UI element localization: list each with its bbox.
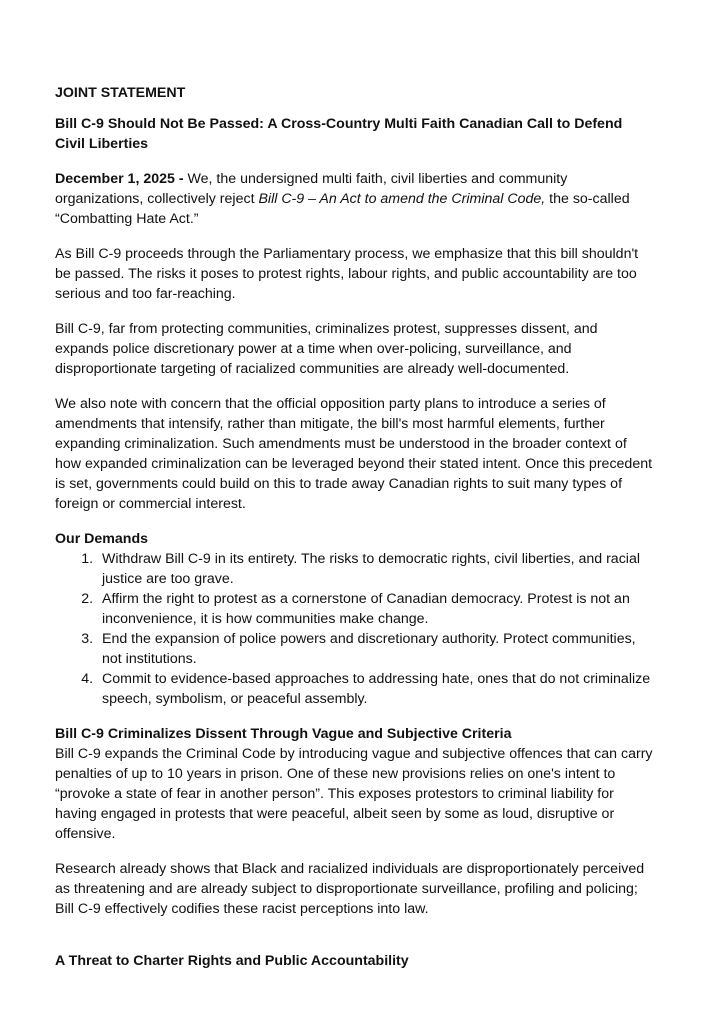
section-heading: Bill C-9 Criminalizes Dissent Through Vague and Subjective Criteria (55, 726, 512, 742)
document-label: JOINT STATEMENT (55, 85, 186, 101)
paragraph: We also note with concern that the official opposition party plans to introduce a series of amendments that intensify, rather than mitigate, the bill's most harmful elements, further expanding criminalization. Such amendments must be understood in the broader context of how expanded criminalization can be leveraged beyond their stated intent. Once this precedent is set, governments could build on this to trade away Canadian rights to suit many types of foreign or commercial interest. (55, 396, 653, 512)
demand-item: 1. Withdraw Bill C-9 in its entirety. The risks to democratic rights, civil liberties, and racial justice are too grave. (97, 549, 655, 589)
bill-name: Bill C-9 – An Act to amend the Criminal Code, (258, 191, 546, 207)
paragraph: Research already shows that Black and racialized individuals are disproportionately perceived as threatening and are already subject to disproportionate surveillance, profiling and policing; Bill C-9 effectively codifies these racist perceptions into law. (55, 861, 645, 917)
document-title: Bill C-9 Should Not Be Passed: A Cross-Country Multi Faith Canadian Call to Defend Civil Liberties (55, 116, 623, 152)
demand-item: 4. Commit to evidence-based approaches to addressing hate, ones that do not criminalize speech, symbolism, or peaceful assembly. (97, 669, 655, 709)
intro-paragraph (55, 169, 655, 229)
intro-text: We, the undersigned multi faith, civil liberties and community organizations, collectively reject (55, 171, 568, 207)
paragraph: Bill C-9, far from protecting communities, criminalizes protest, suppresses dissent, and expands police discretionary power at a time when over-policing, surveillance, and disproportionate targeting of racialized communities are already well-documented. (55, 321, 598, 377)
demands-list (55, 549, 655, 709)
intro-text-end: the so-called “Combatting Hate Act.” (55, 191, 630, 227)
demand-item: 3. End the expansion of police powers and discretionary authority. Protect communities, not institutions. (97, 629, 655, 669)
paragraph: As Bill C-9 proceeds through the Parliamentary process, we emphasize that this bill shouldn't be passed. The risks it poses to protest rights, labour rights, and public accountability are too serious and too far-reaching. (55, 246, 639, 302)
demand-item: 2. Affirm the right to protest as a cornerstone of Canadian democracy. Protest is not an inconvenience, it is how communities make change. (97, 589, 655, 629)
demands-heading: Our Demands (55, 531, 149, 547)
statement-date: December 1, 2025 - (55, 171, 184, 187)
paragraph: Bill C-9 expands the Criminal Code by introducing vague and subjective offences that can carry penalties of up to 10 years in prison. One of these new provisions relies on one's intent to “provoke a state of fear in another person”. This exposes protestors to criminal liability for having engaged in protests that were peaceful, albeit seen by some as loud, disruptive or offensive. (55, 746, 653, 842)
section-heading: A Threat to Charter Rights and Public Accountability (55, 953, 409, 969)
